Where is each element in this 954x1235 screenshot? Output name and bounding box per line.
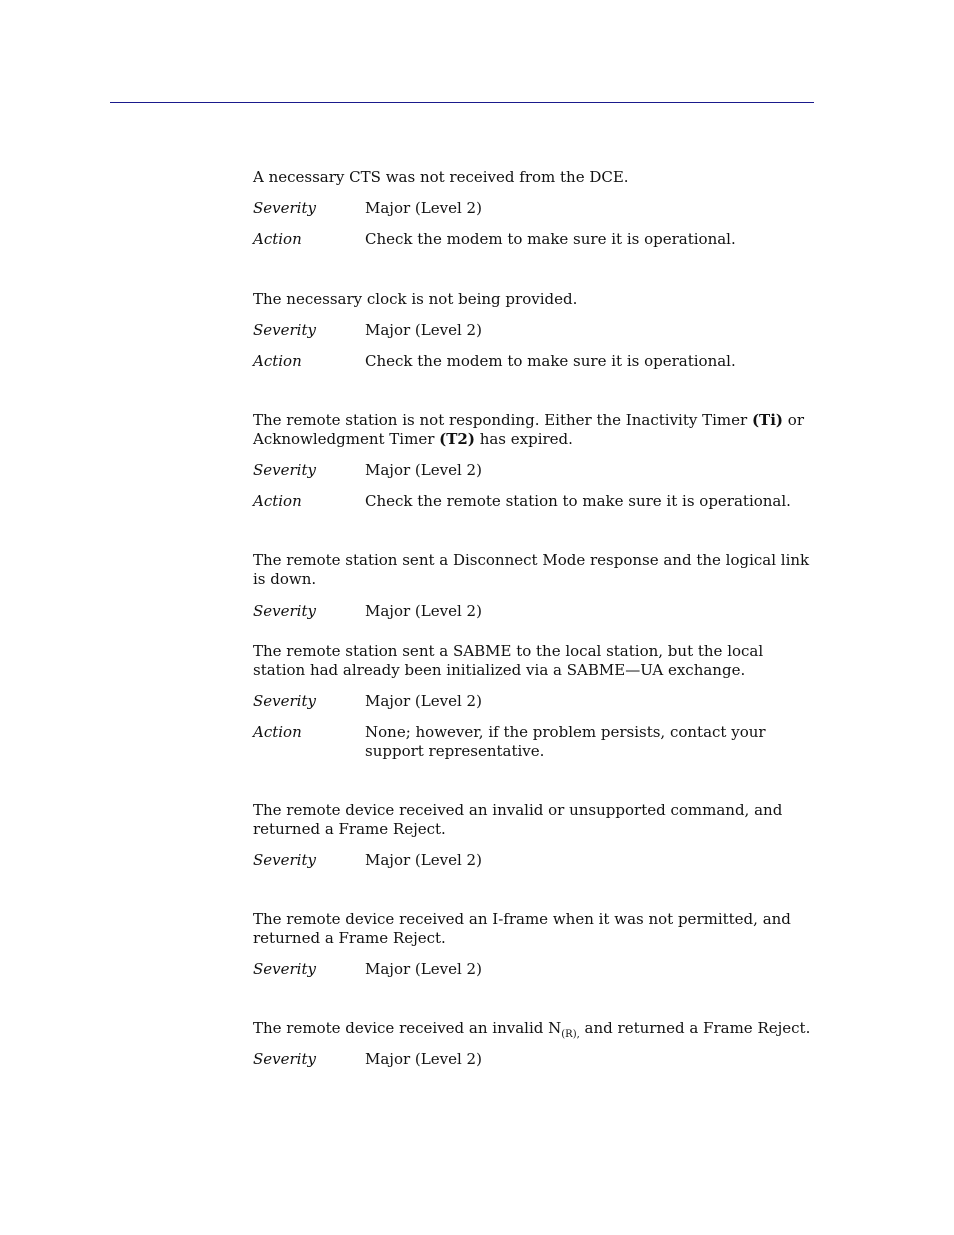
message-entry (253, 290, 818, 371)
severity-row (253, 199, 818, 218)
entry-description: The remote device received an invalid $N_{(R),}$ and returned a Frame Reject. (253, 1019, 811, 1040)
action-row (253, 230, 818, 249)
severity-label: Severity (253, 692, 316, 710)
entry-description: The remote device received an I-frame when it was not permitted, and returned a Frame Reject. (253, 910, 791, 947)
message-entry (253, 642, 818, 761)
severity-value: Major (Level 2) (365, 1050, 482, 1068)
severity-label: Severity (253, 461, 316, 479)
entry-description: The necessary clock is not being provided. (253, 290, 578, 308)
severity-row (253, 602, 818, 621)
entry-description: The remote station sent a Disconnect Mode response and the logical link is down. (253, 551, 810, 588)
severity-label: Severity (253, 199, 316, 217)
header-rule (110, 102, 814, 103)
entry-description: A necessary CTS was not received from the DCE. (253, 168, 629, 186)
action-label: Action (253, 723, 302, 741)
inactivity-timer-code: (Ti) (751, 411, 784, 429)
nr-subscript: (R), (561, 1029, 580, 1040)
severity-label: Severity (253, 321, 316, 339)
acknowledgment-timer-code: (T2) (439, 430, 475, 448)
action-label: Action (253, 230, 302, 248)
severity-row (253, 461, 818, 480)
entry-description: The remote device received an invalid or unsupported command, and returned a Frame Reject. (253, 801, 783, 838)
action-value: Check the modem to make sure it is operational. (365, 352, 736, 370)
action-row (253, 352, 818, 371)
severity-value: Major (Level 2) (365, 692, 482, 710)
severity-label: Severity (253, 851, 316, 869)
severity-value: Major (Level 2) (365, 602, 482, 620)
severity-label: Severity (253, 602, 316, 620)
action-label: Action (253, 352, 302, 370)
severity-row (253, 851, 818, 870)
severity-value: Major (Level 2) (365, 851, 482, 869)
severity-row (253, 321, 818, 340)
severity-value: Major (Level 2) (365, 960, 482, 978)
severity-value: Major (Level 2) (365, 199, 482, 217)
message-entry (253, 168, 818, 249)
action-value: Check the modem to make sure it is operational. (365, 230, 736, 248)
entry-description: The remote station sent a SABME to the local station, but the local station had already been initialized via a SABME—UA exchange. (253, 642, 764, 679)
severity-row (253, 692, 818, 711)
severity-value: Major (Level 2) (365, 461, 482, 479)
message-entry (253, 411, 818, 511)
severity-label: Severity (253, 1050, 316, 1068)
action-value: Check the remote station to make sure it is operational. (365, 492, 791, 510)
message-entry (253, 910, 818, 979)
entry-description: The remote station is not responding. Either the Inactivity Timer (Ti) or Acknowledgment Timer (T2) has expired. (253, 411, 804, 448)
action-label: Action (253, 492, 302, 510)
message-entry (253, 801, 818, 870)
action-row (253, 723, 818, 761)
action-value: None; however, if the problem persists, contact your support representative. (365, 723, 766, 760)
severity-value: Major (Level 2) (365, 321, 482, 339)
message-entry (253, 551, 818, 621)
severity-row (253, 1050, 818, 1069)
severity-row (253, 960, 818, 979)
severity-label: Severity (253, 960, 316, 978)
action-row (253, 492, 818, 511)
message-entry (253, 1019, 818, 1069)
